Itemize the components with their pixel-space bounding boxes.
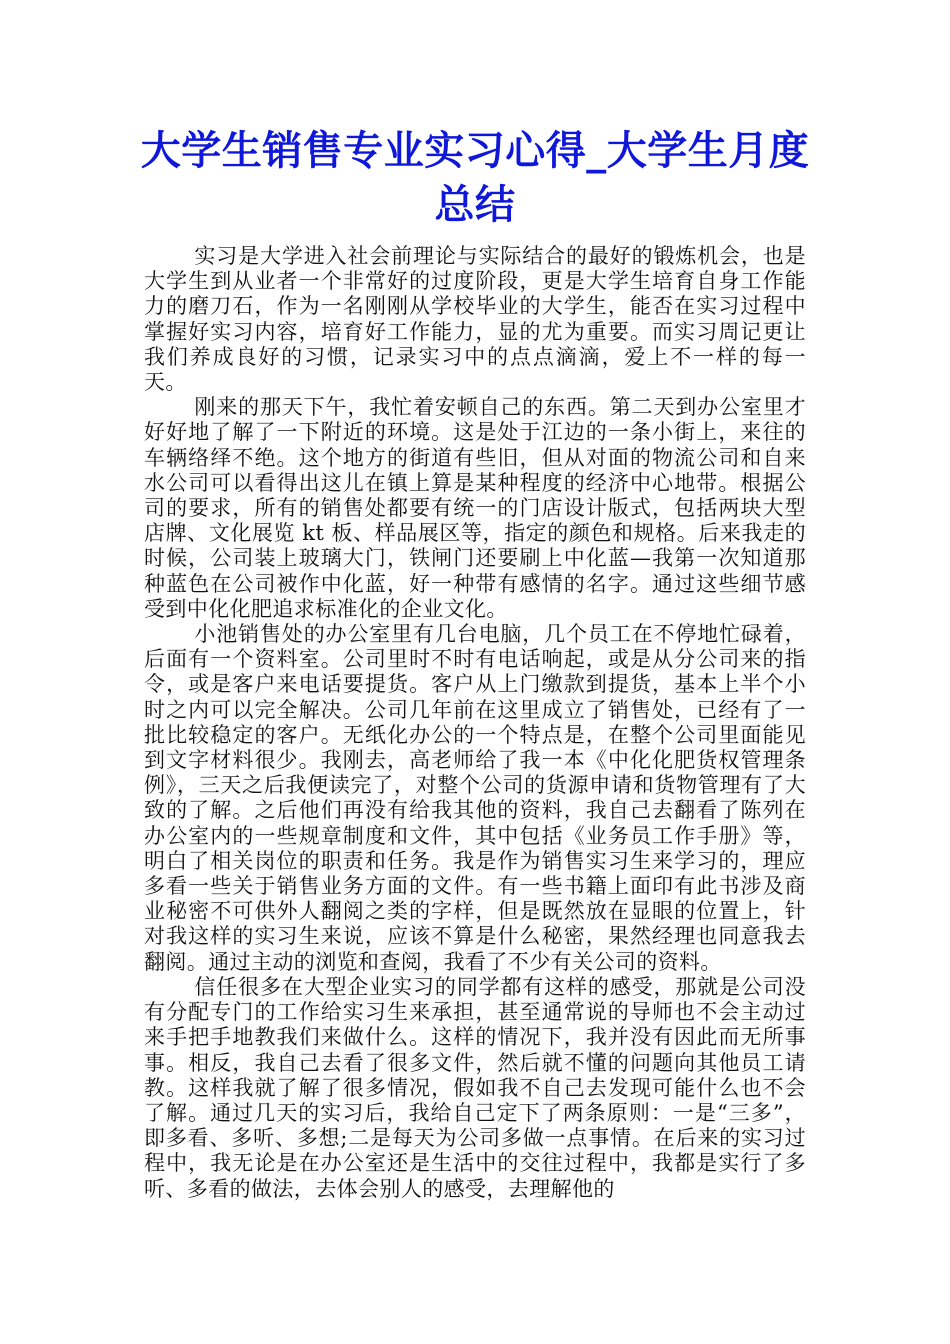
paragraph-1: 实习是大学进入社会前理论与实际结合的最好的锻炼机会，也是大学生到从业者一个非常好的过度阶段，更是大学生培育自身工作能力的磨刀石，作为一名刚刚从学校毕业的大学生，能否在实习过程中掌握好实习内容，培育好工作能力，显的尤为重要。而实习周记更让我们养成良好的习惯，记录实习中的点点滴滴，爱上不一样的每一天。 (144, 244, 806, 395)
document-body (144, 244, 806, 1202)
paragraph-3: 小池销售处的办公室里有几台电脑，几个员工在不停地忙碌着，后面有一个资料室。公司里时不时有电话响起，或是从分公司来的指令，或是客户来电话要提货。客户从上门缴款到提货，基本上半个小时之内可以完全解决。公司几年前在这里成立了销售处，已经有了一批比较稳定的客户。无纸化办公的一个特点是，在整个公司里面能见到文字材料很少。我刚去，高老师给了我一本《中化化肥货权管理条例》，三天之后我便读完了，对整个公司的货源申请和货物管理有了大致的了解。之后他们再没有给我其他的资料，我自己去翻看了陈列在办公室内的一些规章制度和文件，其中包括《业务员工作手册》等，明白了相关岗位的职责和任务。我是作为销售实习生来学习的，理应多看一些关于销售业务方面的文件。有一些书籍上面印有此书涉及商业秘密不可供外人翻阅之类的字样，但是既然放在显眼的位置上，针对我这样的实习生来说，应该不算是什么秘密，果然经理也同意我去翻阅。通过主动的浏览和查阅，我看了不少有关公司的资料。 (144, 622, 806, 974)
paragraph-4: 信任很多在大型企业实习的同学都有这样的感受，那就是公司没有分配专门的工作给实习生来承担，甚至通常说的导师也不会主动过来手把手地教我们来做什么。这样的情况下，我并没有因此而无所事事。相反，我自己去看了很多文件，然后就不懂的问题向其他员工请教。这样我就了解了很多情况，假如我不自己去发现可能什么也不会了解。通过几天的实习后，我给自己定下了两条原则：一是“三多”，即多看、多听、多想;二是每天为公司多做一点事情。在后来的实习过程中，我无论是在办公室还是生活中的交往过程中，我都是实行了多听、多看的做法，去体会别人的感受，去理解他的 (144, 974, 806, 1201)
document-title: 大学生销售专业实习心得_大学生月度总结 (140, 127, 810, 228)
paragraph-2: 刚来的那天下午，我忙着安顿自己的东西。第二天到办公室里才好好地了解了一下附近的环境。这是处于江边的一条小街上，来往的车辆络绎不绝。这个地方的街道有些旧，但从对面的物流公司和自来水公司可以看得出这儿在镇上算是某种程度的经济中心地带。根据公司的要求，所有的销售处都要有统一的门店设计版式，包括两块大型店牌、文化展览 kt 板、样品展区等，指定的颜色和规格。后来我走的时候，公司装上玻璃大门，铁闸门还要刷上中化蓝—我第一次知道那种蓝色在公司被作中化蓝，好一种带有感情的名字。通过这些细节感受到中化化肥追求标准化的企业文化。 (144, 395, 806, 621)
